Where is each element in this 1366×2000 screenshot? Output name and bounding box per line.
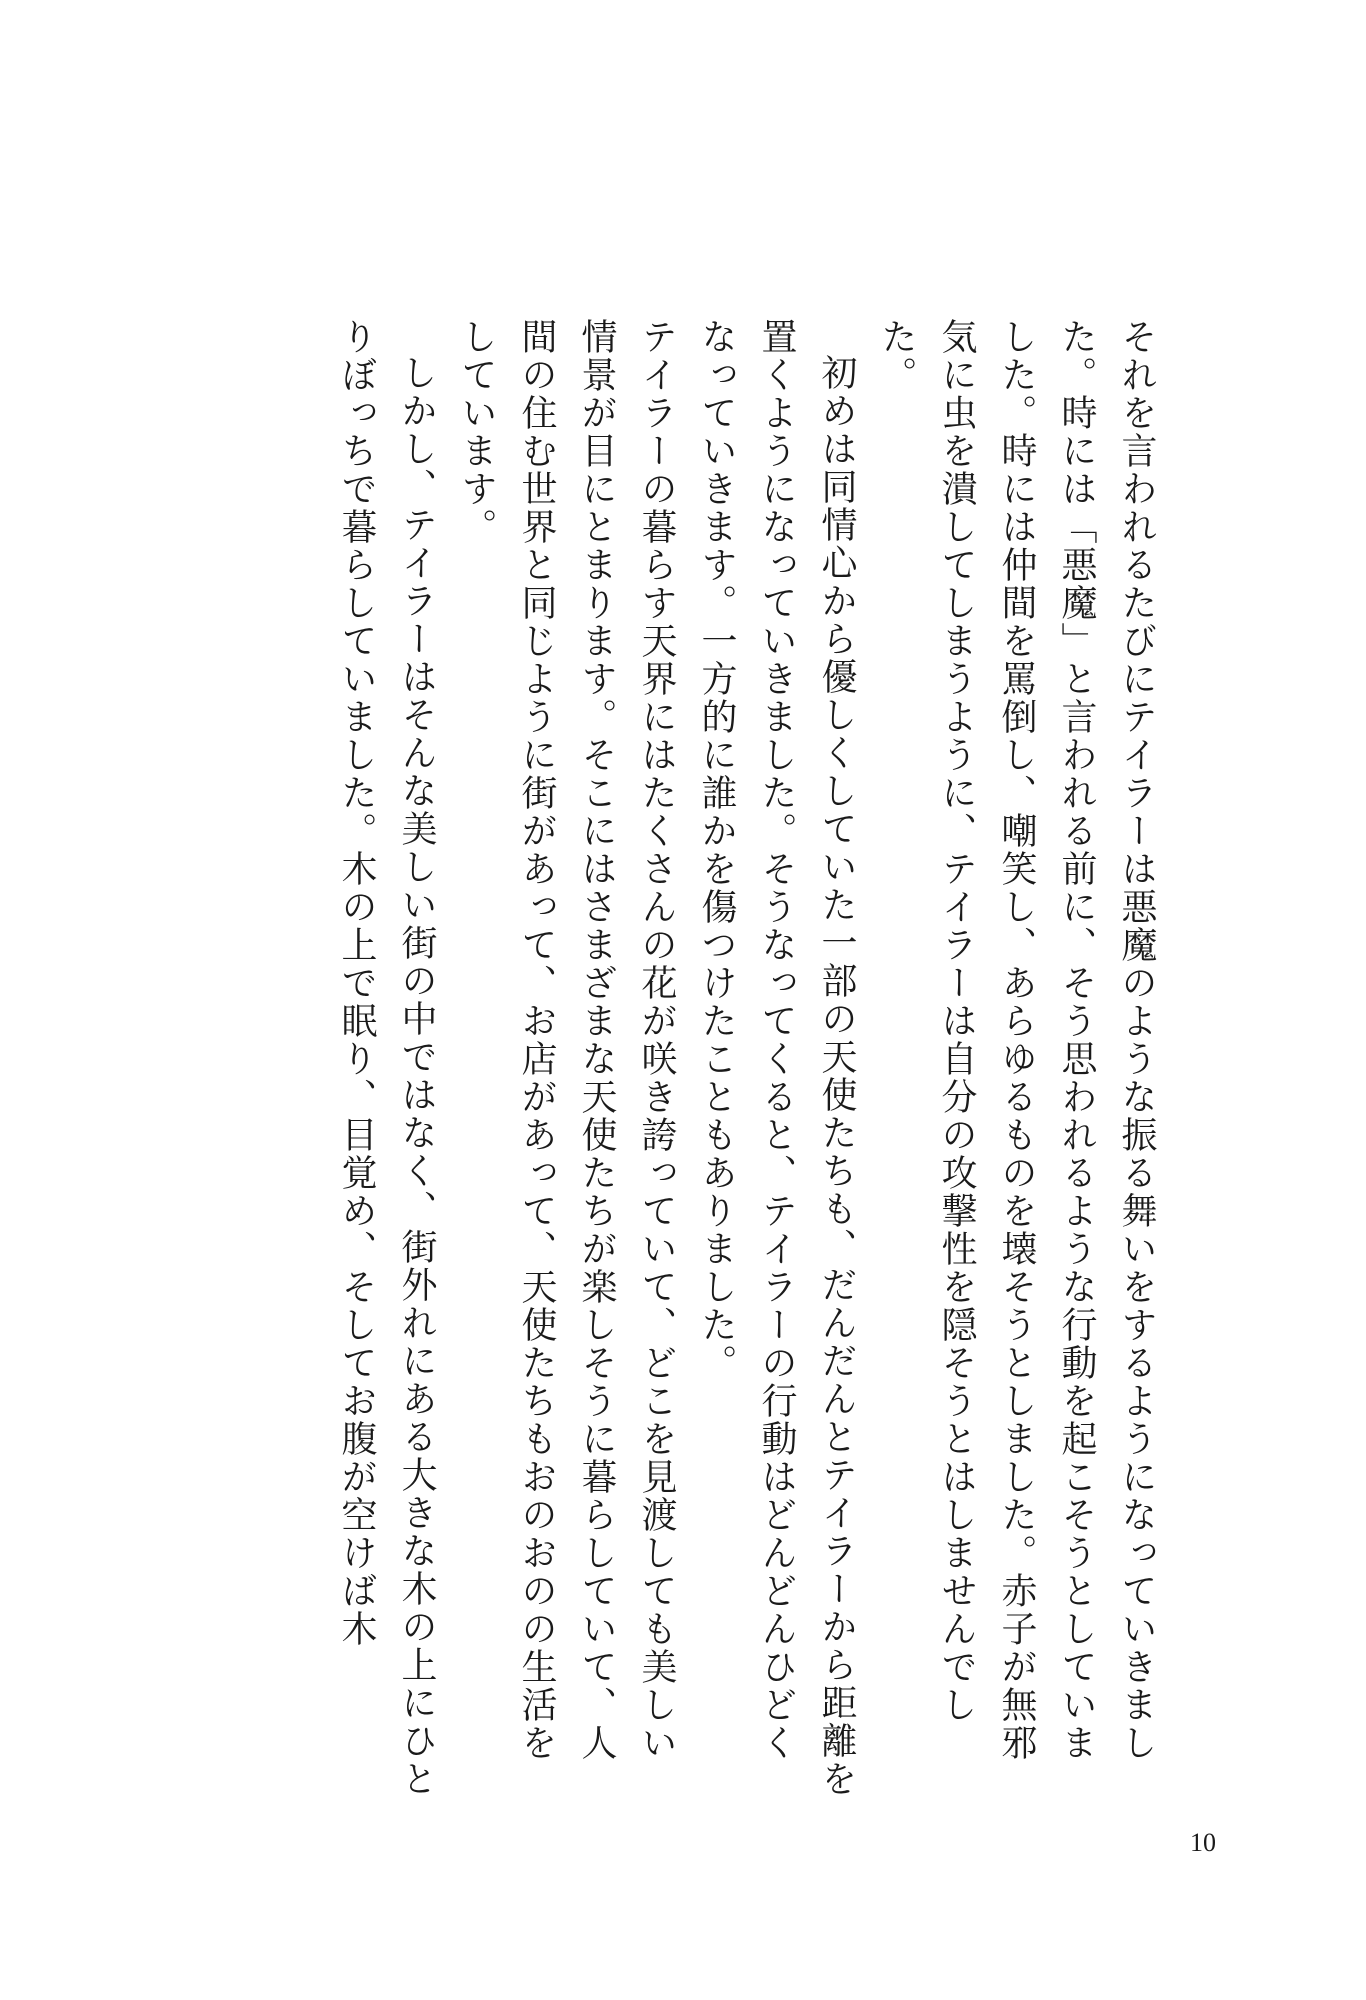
paragraph-1: それを言われるたびにテイラーは悪魔のような振る舞いをするようになっていきました。時には「悪魔」と言われる前に、そう思われるような行動を起こそうとしていました。時には仲間を罵倒し、嘲笑し、あらゆるものを壊そうとしました。赤子が無邪気に虫を潰してしまうように、テイラーは自分の攻撃性を隠そうとはしませんでした。 (876, 318, 1157, 1762)
paragraph-2: 初めは同情心から優しくしていた一部の天使たちも、だんだんとテイラーから距離を置くようになっていきました。そうなってくると、テイラーの行動はどんどんひどくなっていきます。一方的に誰かを傷つけたこともありました。 (696, 318, 857, 1798)
page-number: 10 (1190, 1828, 1216, 1857)
vertical-text-body (186, 318, 1166, 1798)
paragraph-4: しかし、テイラーはそんな美しい街の中ではなく、街外れにある大きな木の上にひとりぼっちで暮らしていました。木の上で眠り、目覚め、そしてお腹が空けば木 (336, 318, 437, 1798)
paragraph-3: テイラーの暮らす天界にはたくさんの花が咲き誇っていて、どこを見渡しても美しい情景が目にとまります。そこにはさまざまな天使たちが楽しそうに暮らしていて、人間の住む世界と同じように街があって、お店があって、天使たちもおのおのの生活をしています。 (456, 318, 677, 1762)
